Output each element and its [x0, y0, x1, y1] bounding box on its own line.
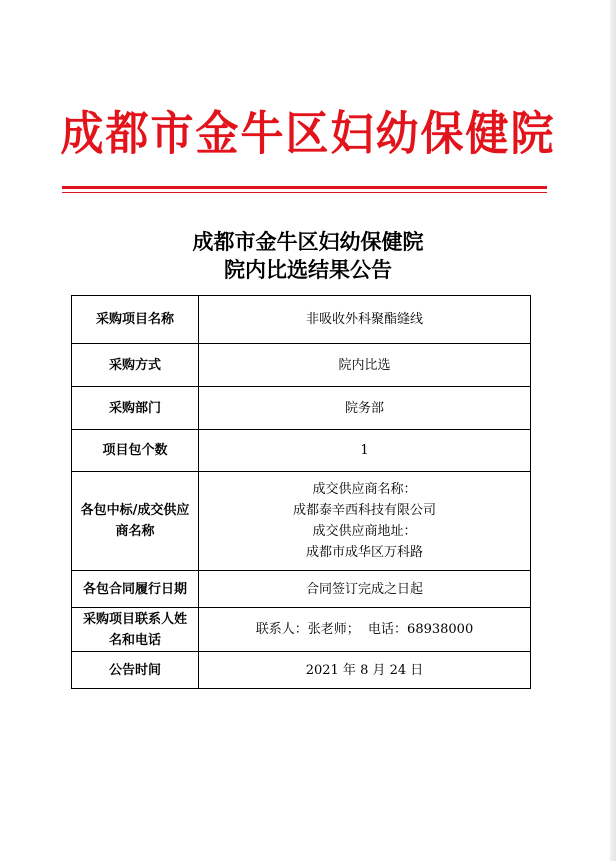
- row-value-contract-date: 合同签订完成之日起: [199, 571, 531, 608]
- row-label-announce-date: 公告时间: [72, 652, 199, 689]
- row-value-contact: 联系人：张老师； 电话：68938000: [199, 608, 531, 652]
- row-value-announce-date: 2021 年 8 月 24 日: [199, 652, 531, 689]
- row-label-contact: [72, 608, 199, 652]
- table-row: [72, 296, 531, 344]
- row-value-package-count: 1: [199, 430, 531, 472]
- red-rule-thick: [62, 186, 547, 189]
- row-label-department: 采购部门: [72, 387, 199, 430]
- supplier-name: 成都泰辛西科技有限公司: [292, 503, 436, 518]
- row-label-contract-date: 各包合同履行日期: [72, 571, 199, 608]
- row-value-department: 院务部: [199, 387, 531, 430]
- row-label-supplier-line: 商名称: [115, 524, 155, 539]
- document-title-line-1: 成都市金牛区妇幼保健院: [192, 229, 424, 254]
- red-rule-thin: [62, 192, 547, 193]
- supplier-name-label: 成交供应商名称：: [312, 482, 417, 497]
- row-label-contact-line: 采购项目联系人姓: [82, 611, 187, 627]
- row-label-method: 采购方式: [72, 344, 199, 387]
- row-label-supplier: [72, 472, 199, 571]
- row-value-supplier: [199, 472, 531, 571]
- table-row: [72, 387, 531, 430]
- institution-masthead: 成都市金牛区妇幼保健院: [60, 107, 556, 162]
- table-row: [72, 652, 531, 689]
- table-row: [72, 472, 531, 571]
- row-value-method: 院内比选: [199, 344, 531, 387]
- table-row: [72, 430, 531, 472]
- table-row: [72, 608, 531, 652]
- row-label-package-count: 项目包个数: [72, 430, 199, 472]
- row-value-project-name: 非吸收外科聚酯缝线: [199, 296, 531, 344]
- table-row: [72, 571, 531, 608]
- row-label-project-name: 采购项目名称: [72, 296, 199, 344]
- notice-table: [71, 295, 531, 689]
- document-title-line-2: 院内比选结果公告: [224, 257, 392, 282]
- supplier-address: 成都市成华区万科路: [305, 545, 423, 560]
- supplier-address-label: 成交供应商地址：: [312, 524, 417, 539]
- row-label-supplier-line: 各包中标/成交供应: [80, 503, 190, 518]
- row-label-contact-line: 名和电话: [108, 632, 161, 648]
- table-row: [72, 344, 531, 387]
